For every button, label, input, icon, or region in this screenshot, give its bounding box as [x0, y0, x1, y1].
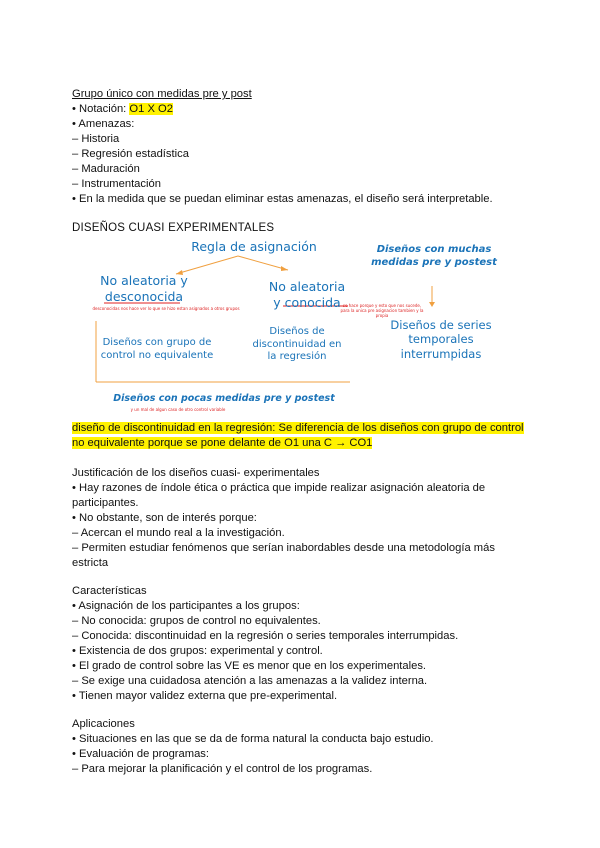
- notation-value: O1 X O2: [129, 103, 173, 115]
- justification-line: • Hay razones de índole ética o práctica que impide realizar asignación aleatoria de: [72, 482, 486, 494]
- threats-label: • Amenazas:: [72, 118, 135, 130]
- characteristics-line: – No conocida: grupos de control no equivalentes.: [72, 615, 321, 627]
- characteristics-line: • Asignación de los participantes a los grupos:: [72, 600, 300, 612]
- diagram-box-mid: Diseños de discontinuidad en la regresión: [252, 326, 342, 362]
- justification-line: participantes.: [72, 497, 139, 509]
- justification-title: Justificación de los diseños cuasi- experimentales: [72, 467, 320, 479]
- note-left: desconocidas nos hace ver lo que se hizo estan asignados a otros grupos: [92, 306, 240, 311]
- justification-line: – Acercan el mundo real a la investigación.: [72, 527, 285, 539]
- threat-item: – Historia: [72, 133, 120, 145]
- diagram-box-right: Diseños de series temporales interrumpidas: [390, 318, 492, 361]
- highlight-note-line2: no equivalente porque se pone delante de O1 una C → CO1: [72, 437, 373, 449]
- justification-line: • No obstante, son de interés porque:: [72, 512, 257, 524]
- notation-label: • Notación:: [72, 103, 130, 115]
- characteristics-line: • Tienen mayor validez externa que pre-experimental.: [72, 690, 338, 702]
- characteristics-line: • El grado de control sobre las VE es menor que en los experimentales.: [72, 660, 427, 672]
- characteristics-line: – Conocida: discontinuidad en la regresión o series temporales interrumpidas.: [72, 630, 459, 642]
- section-heading: DISEÑOS CUASI EXPERIMENTALES: [72, 222, 275, 234]
- justification-line: – Permiten estudiar fenómenos que serían inabordables desde una metodología más: [72, 542, 495, 554]
- diagram-box-left: Diseños con grupo de control no equivalente: [100, 337, 214, 361]
- diagram-bottom: Diseños con pocas medidas pre y postest: [113, 393, 335, 404]
- applications-line: – Para mejorar la planificación y el control de los programas.: [72, 763, 373, 775]
- threat-item: – Instrumentación: [72, 178, 161, 190]
- section-title-grupo-unico: Grupo único con medidas pre y post: [72, 88, 252, 100]
- conclusion-line: • En la medida que se puedan eliminar estas amenazas, el diseño será interpretable.: [72, 193, 493, 205]
- note-right: se hace porque y esto que nos sucede, para la unica pre asignacion tambien y la propia: [340, 303, 424, 318]
- characteristics-line: • Existencia de dos grupos: experimental y control.: [72, 645, 323, 657]
- diagram-left-branch: No aleatoria y desconocida: [100, 273, 188, 304]
- characteristics-line: – Se exige una cuidadosa atención a las amenazas a la validez interna.: [72, 675, 428, 687]
- diagram-right-branch: No aleatoria y conocida: [268, 279, 346, 310]
- diagram-root: Regla de asignación: [191, 239, 317, 254]
- threat-item: – Maduración: [72, 163, 140, 175]
- arrowhead-down: [429, 302, 435, 307]
- applications-line: • Situaciones en las que se da de forma natural la conducta bajo estudio.: [72, 733, 434, 745]
- arrow-left: [176, 256, 238, 274]
- applications-title: Aplicaciones: [72, 718, 135, 730]
- diagram-top-right: Diseños con muchas medidas pre y postest: [371, 244, 497, 268]
- note-bottom: y un mal de algun caso de otro control variable: [130, 407, 226, 412]
- arrow-right: [238, 256, 288, 270]
- justification-line: estricta: [72, 557, 109, 569]
- characteristics-title: Características: [72, 585, 147, 597]
- threat-item: – Regresión estadística: [72, 148, 189, 160]
- highlight-note-line1: diseño de discontinuidad en la regresión: Se diferencia de los diseños con grupo de control: [72, 422, 524, 434]
- applications-line: • Evaluación de programas:: [72, 748, 209, 760]
- arrowhead-right: [281, 266, 288, 271]
